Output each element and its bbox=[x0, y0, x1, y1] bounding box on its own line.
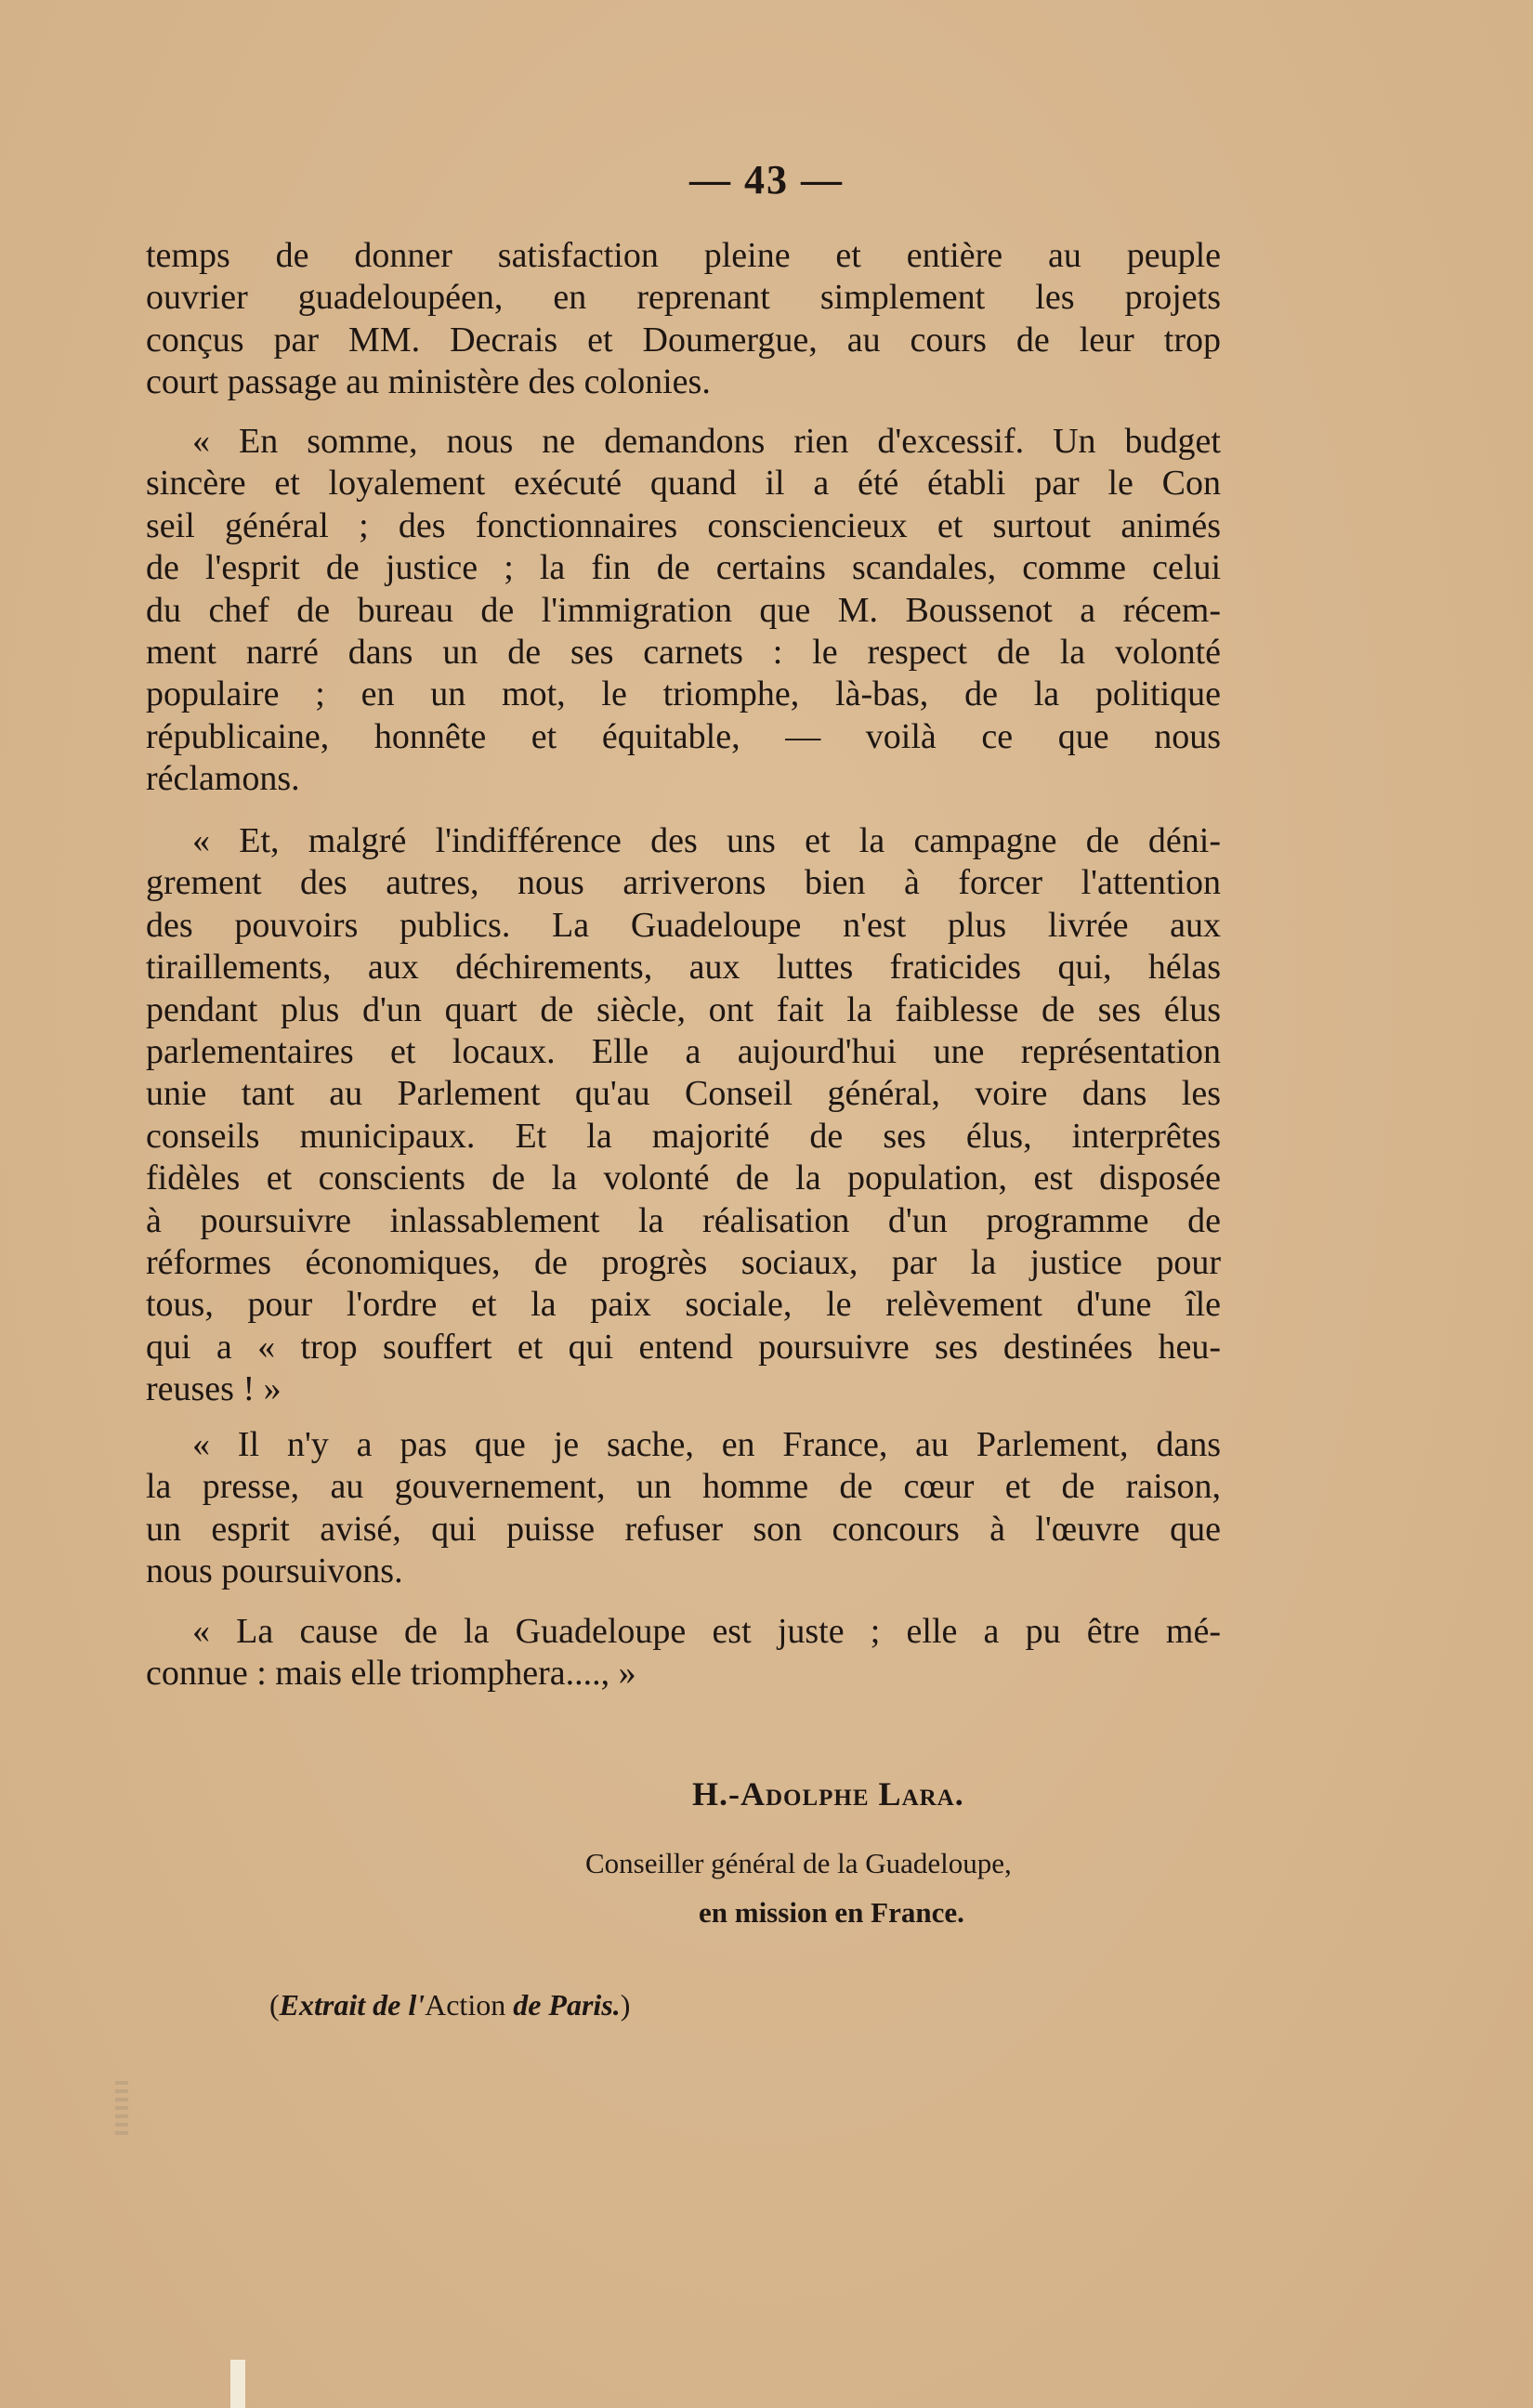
paragraph bbox=[146, 421, 1221, 801]
text-line: conseils municipaux. Et la majorité de ses élus, interprêtes bbox=[146, 1116, 1221, 1156]
text-line: de l'esprit de justice ; la fin de certains scandales, comme celui bbox=[146, 548, 1221, 588]
text-line: à poursuivre inlassablement la réalisation d'un programme de bbox=[146, 1200, 1221, 1240]
text-line: « Et, malgré l'indifférence des uns et la campagne de déni- bbox=[192, 821, 1221, 860]
text-line: sincère et loyalement exécuté quand il a été établi par le Con bbox=[146, 464, 1221, 504]
text-line: parlementaires et locaux. Elle a aujourd'hui une représentation bbox=[146, 1031, 1221, 1071]
paragraph bbox=[146, 1424, 1221, 1593]
text-line: du chef de bureau de l'immigration que M. Boussenot a récem- bbox=[146, 590, 1221, 630]
text-line: tiraillements, aux déchirements, aux luttes fraticides qui, hélas bbox=[146, 948, 1221, 988]
scan-artifact bbox=[115, 2081, 128, 2137]
signature-mission: en mission en France. bbox=[699, 1896, 964, 1929]
source-publication: Action bbox=[425, 1988, 506, 2022]
text-line: ment narré dans un de ses carnets : le respect de la volonté bbox=[146, 632, 1221, 672]
source-close: ) bbox=[620, 1988, 631, 2022]
text-line: ouvrier guadeloupéen, en reprenant simplement les projets bbox=[146, 278, 1221, 318]
signature-name: H.-Adolphe Lara. bbox=[692, 1775, 964, 1813]
page-number: — 43 — bbox=[689, 157, 844, 203]
paragraph bbox=[146, 1611, 1221, 1695]
text-line: des pouvoirs publics. La Guadeloupe n'est plus livrée aux bbox=[146, 905, 1221, 945]
text-line: réformes économiques, de progrès sociaux, par la justice pour bbox=[146, 1242, 1221, 1282]
paragraph bbox=[146, 235, 1221, 404]
text-line: unie tant au Parlement qu'au Conseil général, voire dans les bbox=[146, 1074, 1221, 1114]
text-line: grement des autres, nous arriverons bien à forcer l'attention bbox=[146, 863, 1221, 903]
text-line: nous poursuivons. bbox=[146, 1551, 403, 1591]
text-line: conçus par MM. Decrais et Doumergue, au cours de leur trop bbox=[146, 320, 1221, 360]
text-line: temps de donner satisfaction pleine et entière au peuple bbox=[146, 236, 1221, 275]
text-line: « Il n'y a pas que je sache, en France, au Parlement, dans bbox=[192, 1425, 1221, 1464]
source-de-paris: de Paris. bbox=[505, 1988, 621, 2022]
signature-title: Conseiller général de la Guadeloupe, bbox=[585, 1847, 1012, 1879]
text-line: tous, pour l'ordre et la paix sociale, le relèvement d'une île bbox=[146, 1285, 1221, 1325]
text-line: réclamons. bbox=[146, 759, 300, 799]
text-line: la presse, au gouvernement, un homme de cœur et de raison, bbox=[146, 1467, 1221, 1507]
source-extrait: Extrait de l' bbox=[279, 1988, 426, 2022]
text-line: seil général ; des fonctionnaires consciencieux et surtout animés bbox=[146, 505, 1221, 545]
source-open: ( bbox=[269, 1988, 280, 2022]
text-line: qui a « trop souffert et qui entend poursuivre ses destinées heu- bbox=[146, 1327, 1221, 1367]
text-line: court passage au ministère des colonies. bbox=[146, 362, 711, 402]
text-line: connue : mais elle triomphera...., » bbox=[146, 1654, 636, 1694]
text-line: républicaine, honnête et équitable, — voilà ce que nous bbox=[146, 716, 1221, 756]
text-line: reuses ! » bbox=[146, 1369, 282, 1409]
text-line: populaire ; en un mot, le triomphe, là-bas, de la politique bbox=[146, 674, 1221, 714]
text-line: un esprit avisé, qui puisse refuser son concours à l'œuvre que bbox=[146, 1509, 1221, 1549]
paragraph bbox=[146, 820, 1221, 1410]
text-line: « La cause de la Guadeloupe est juste ; elle a pu être mé- bbox=[192, 1612, 1221, 1651]
text-line: pendant plus d'un quart de siècle, ont fait la faiblesse de ses élus bbox=[146, 989, 1221, 1029]
text-line: fidèles et conscients de la volonté de la population, est disposée bbox=[146, 1158, 1221, 1198]
text-line: « En somme, nous ne demandons rien d'excessif. Un budget bbox=[192, 422, 1221, 461]
source-citation bbox=[269, 1988, 630, 2022]
scan-edge bbox=[230, 2360, 245, 2408]
